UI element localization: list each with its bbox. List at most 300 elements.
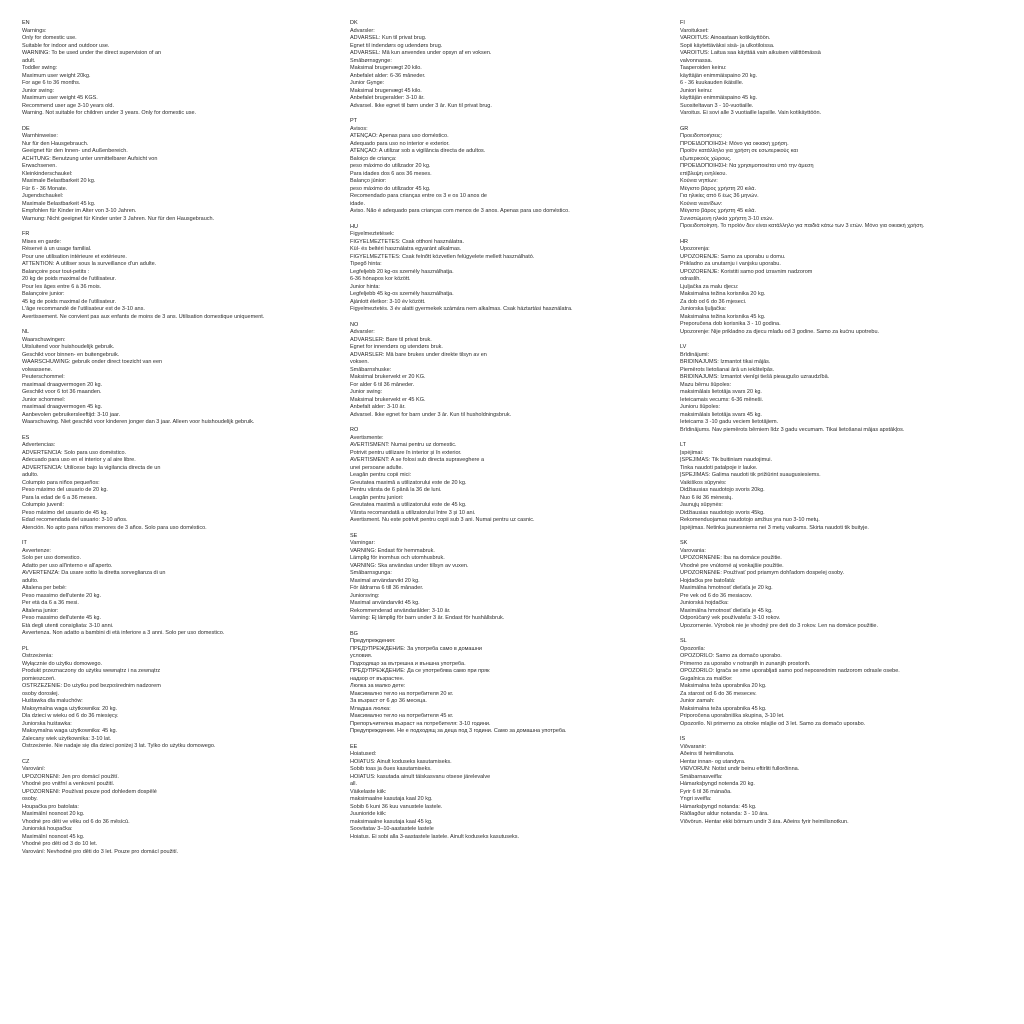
warning-line: Juniorska huśtawka:	[22, 720, 72, 727]
warning-line: ADVERTENCIA: Solo para uso doméstico.	[22, 449, 127, 456]
warning-line: Advertencias:	[22, 442, 56, 448]
language-section	[680, 638, 1010, 728]
warning-line: Ostrzeżenia:	[22, 653, 53, 659]
warning-line: Предупреждение. Не е подходящ за деца под 3 години. Само за домашна употреба.	[350, 728, 567, 734]
warning-line: Για ηλικίες από 6 έως 36 μηνών.	[680, 193, 759, 199]
warning-line: BRĪDINĀJUMS: Izmantot tikai mājās.	[680, 359, 771, 365]
warning-line: надзор от възрастен.	[350, 675, 405, 682]
column-right	[680, 20, 1010, 834]
warning-line: Altalena junior:	[22, 607, 59, 614]
warning-line: Figyelmeztetések:	[350, 231, 395, 237]
language-section	[680, 126, 1010, 231]
language-code: IT	[22, 540, 27, 546]
language-code: CZ	[22, 758, 30, 765]
warning-line: AVVERTENZA: Da usare sotto la diretta sorveglianza di un	[22, 570, 166, 576]
warning-line: AVERTISMENT: A se folosi sub directa supraveghere a	[350, 457, 485, 463]
warning-line: Anbefalt alder: 3-10 år.	[350, 404, 406, 410]
language-code: HR	[680, 238, 688, 245]
language-section	[22, 329, 322, 427]
warning-line: Advarsler:	[350, 329, 375, 335]
warning-line: Zalecany wiek użytkownika: 3-10 lat.	[22, 735, 112, 742]
warning-line: Jugendschaukel:	[22, 193, 64, 199]
warning-line: Rekommenderad användarålder: 3-10 år.	[350, 607, 451, 614]
warning-line: maksimaalne kasutaja kaal 45 kg.	[350, 818, 433, 825]
warning-line: Para la edad de 6 a 36 meses.	[22, 494, 97, 501]
language-section	[350, 20, 660, 110]
warning-line: Empfohlen für Kinder im Alter von 3-10 Jahren.	[22, 208, 137, 214]
warning-line: UPOZORENJE: Samo za uporabu u domu.	[680, 253, 786, 260]
warning-line: Leagăn pentru copii mici:	[350, 472, 412, 478]
warning-line: ПРЕДУПРЕЖДЕНИЕ: За употреба само в домашни	[350, 645, 482, 652]
warning-line: Lämplig för inomhus och utomhusbruk.	[350, 555, 445, 561]
warning-line: Upozorenja:	[680, 246, 710, 252]
warning-line: Avisos:	[350, 125, 368, 132]
warning-line: Yngri sveifla:	[680, 796, 712, 802]
warning-line: Juniorska ljuljačka:	[680, 306, 727, 312]
warning-line: 6-36 hónapos kor között.	[350, 276, 411, 282]
warning-line: Legfeljebb 45 kg-os személy használhatja.	[350, 291, 454, 297]
warning-line: Vhodné pro děti od 3 do 10 let.	[22, 841, 98, 847]
warning-line: Varování: Nevhodné pro děti do 3 let. Pouze pro domácí použití.	[22, 848, 179, 855]
warning-line: Mazu bērnu šūpoles:	[680, 381, 732, 388]
warning-line: Maksymalna waga użytkownika: 45 kg.	[22, 728, 118, 734]
warning-line: OPOZORILO: Samo za domačo uporabo.	[680, 653, 782, 659]
warning-line: Figyelmeztetés. 3 év alatti gyermekek számára nem alkalmas. Csak háztartási használatra.	[350, 306, 573, 312]
language-section	[350, 224, 660, 314]
warning-line: Avertissement. Ne convient pas aux enfants de moins de 3 ans. Utilisation domestique uniquement.	[22, 313, 265, 320]
warning-line: εξωτερικούς χώρους.	[680, 155, 732, 162]
warning-line: maksimālais lietotāja svars 20 kg.	[680, 389, 762, 395]
warning-line: FIGYELMEZTETÉS: Csak felnőtt közvetlen felügyelete mellett használható.	[350, 253, 535, 260]
warning-line: 45 kg de poids maximal de l'utilisateur.	[22, 298, 116, 305]
language-code: LV	[680, 344, 687, 350]
column-left	[22, 20, 322, 864]
warning-line: Maximale Belastbarkeit 45 kg.	[22, 200, 96, 207]
warning-line: Peso máximo del usuario de 20 kg.	[22, 487, 108, 493]
warning-line: VARNING: Ska användas under tillsyn av vuxen.	[350, 562, 469, 569]
warning-line: Maksimal brukervekt er 20 KG.	[350, 374, 426, 380]
language-code: LT	[680, 442, 687, 448]
warning-line: Balançoire pour tout-petits :	[22, 268, 90, 275]
warning-line: Προϊόν κατάλληλο για χρήση σε εσωτερικούς και	[680, 148, 798, 154]
warning-line: Columpio juvenil:	[22, 502, 64, 508]
warning-line: Waarschuwingen:	[22, 336, 66, 343]
warning-line: Sopii käytettäväksi sisä- ja ulkotiloissa.	[680, 42, 775, 49]
warning-line: voksen.	[350, 359, 369, 365]
warning-line: Maximal användarvikt 20 kg.	[350, 577, 420, 584]
warning-line: ADVARSEL: Må kun anvendes under opsyn af en voksen.	[350, 50, 492, 56]
warning-line: Opozorilo. Ni primerno za otroke mlajše od 3 let. Samo za domačo uporabo.	[680, 720, 866, 727]
warning-line: Maksymalna waga użytkownika: 20 kg.	[22, 705, 118, 712]
warning-line: условия.	[350, 653, 373, 659]
warning-line: Vhodné pro děti ve věku od 6 do 36 měsíců.	[22, 818, 130, 825]
warning-line: Småbarnshuske:	[350, 366, 392, 373]
warning-line: Età degli utenti consigliata: 3-10 anni.	[22, 622, 114, 629]
warning-line: Priporočena uporabniška skupina, 3-10 let.	[680, 713, 785, 719]
language-code: HU	[350, 223, 358, 230]
warning-line: Vaikiškos sūpynės:	[680, 479, 727, 486]
language-code: SK	[680, 540, 688, 546]
warning-line: Avertismente:	[350, 434, 384, 441]
warning-line: Ráðlagður aldur notanda: 3 - 10 ára.	[680, 811, 769, 817]
warning-line: ATENÇÃO: Apenas para uso doméstico.	[350, 133, 449, 139]
language-section	[22, 759, 322, 857]
warning-line: 6 - 36 kuukauden ikäisille.	[680, 80, 744, 86]
warning-line: Varoitukset:	[680, 27, 709, 34]
warning-line: Smábarnasveifla:	[680, 773, 723, 780]
warning-line: Peso máximo del usuario de 45 kg.	[22, 509, 108, 516]
warning-line: UPOZORNENIE: Iba na domáce použitie.	[680, 555, 782, 561]
warning-line: Toddler swing:	[22, 65, 58, 71]
warning-line: VIÐVÖRUN: Notist undir beinu eftirliti fullorðinna.	[680, 766, 800, 772]
language-code: NL	[22, 329, 30, 335]
warning-line: idade.	[350, 200, 365, 207]
warning-line: Ostrzeżenie. Nie nadaje się dla dzieci poniżej 3 lat. Tylko do użytku domowego.	[22, 743, 216, 749]
warning-line: Adecuado para uso en el interior y al aire libre.	[22, 457, 136, 463]
warning-line: adulto.	[22, 577, 39, 584]
warning-line: Gugalnica za malčke:	[680, 675, 733, 682]
warning-line: Nur für den Hausgebrauch.	[22, 140, 89, 147]
warning-line: Hoiatus. Ei sobi alla 3-aastastele lastele. Ainult koduseks kasutuseks.	[350, 833, 520, 840]
warning-line: Pentru vârsta de 6 până la 36 de luni.	[350, 487, 442, 493]
warning-line: Συνιστώμενη ηλικία χρήστη 3-10 ετών.	[680, 215, 774, 222]
warning-line: Maximálna hmotnosť dieťaťa je 45 kg.	[680, 607, 773, 614]
warning-line: Junior Gynge:	[350, 80, 385, 86]
warning-line: ADVARSEL: Kun til privat brug.	[350, 35, 427, 41]
warning-line: all.	[350, 781, 358, 787]
warning-line: Warnung: Nicht geeignet für Kinder unter 3 Jahren. Nur für den Hausgebrauch.	[22, 215, 215, 222]
warning-line: Vârsta recomandată a utilizatorului între 3 și 10 ani.	[350, 509, 476, 516]
warning-line: Įspėjimas. Netinka jaunesniems nei 3 metų vaikams. Skirta naudoti tik buityje.	[680, 524, 869, 531]
warning-line: Anbefalet alder: 6-36 måneder.	[350, 72, 426, 79]
warning-line: Varování:	[22, 766, 46, 772]
warning-line: ADVARSLER: Må bare brukes under direkte tilsyn av en	[350, 351, 487, 358]
language-code: IS	[680, 736, 686, 742]
warning-line: odraslih.	[680, 276, 701, 282]
warning-line: Junior swing:	[22, 87, 55, 94]
warning-line: Waarschuwing. Niet geschikt voor kinderen jonger dan 3 jaar. Alleen voor huishoudelijk gebruik.	[22, 419, 255, 425]
warning-line: VAROITUS: Ainoastaan kotikäyttöön.	[680, 35, 771, 41]
warning-line: OPOZORILO: Igrača se sme uporabljati samo pod neposrednim nadzorom odrasle osebe.	[680, 668, 900, 674]
warning-line: OSTRZEŻENIE: Do użytku pod bezpośrednim nadzorem	[22, 683, 161, 689]
warning-line: Avvertenze:	[22, 547, 51, 554]
warning-line: Advarsel. Ikke egnet for barn under 3 år. Kun til husholdningsbruk.	[350, 411, 512, 418]
warning-line: Edad recomendada del usuario: 3-10 años.	[22, 517, 128, 523]
warning-line: Columpio para niños pequeños:	[22, 479, 100, 486]
warning-line: UPOZORNENIE: Používať pod priamym dohľadom dospelej osoby.	[680, 570, 845, 576]
warning-line: Fyrir 6 til 36 mánaða.	[680, 788, 732, 795]
warning-line: Houpačka pro batolata:	[22, 803, 79, 810]
column-middle	[350, 20, 660, 849]
warning-line: Warnhinweise:	[22, 133, 58, 139]
warning-line: Προειδοποιήσεις:	[680, 133, 723, 139]
warning-line: Geschikt voor 6 tot 36 maanden.	[22, 389, 102, 395]
language-code: FI	[680, 20, 685, 26]
warning-line: Primerno za uporabo v notranjih in zunanjih prostorih.	[680, 660, 811, 667]
warning-line: Opozorila:	[680, 645, 706, 652]
warning-line: Prikladno za unutarnju i vanjsku uporabu.	[680, 261, 781, 267]
warning-line: Produkt przeznaczony do użytku wewnątrz i na zewnątrz	[22, 668, 161, 674]
warning-line: UPOZORENJE: Koristiti samo pod izravnim nadzorom	[680, 268, 813, 275]
warning-line: Varning: Ej lämplig för barn under 3 år. Endast för hushållsbruk.	[350, 615, 505, 621]
language-code: EN	[22, 20, 30, 26]
warning-line: Peuterschommel:	[22, 374, 65, 380]
language-code: BG	[350, 630, 358, 637]
warning-line: peso máximo do utilizador 45 kg.	[350, 185, 431, 192]
warning-line: käyttäjän enimmäispaino 20 kg.	[680, 72, 758, 79]
warning-line: ADVERTENCIA: Utilícese bajo la vigilancia directa de un	[22, 464, 161, 471]
warning-line: Hoiatused:	[350, 751, 377, 757]
warning-line: ĮSPĖJIMAS: Tik buitiniam naudojimui.	[680, 457, 773, 463]
warning-line: Κούνια νηπίων:	[680, 178, 718, 184]
warning-line: Juunioride kiik:	[350, 811, 387, 817]
warning-line: Potrivit pentru utilizare în interior și în exterior.	[350, 449, 462, 456]
warning-line: Juniorsving:	[350, 592, 380, 599]
warning-line: Максимално тегло на потребителя 45 кг.	[350, 713, 454, 719]
warning-line: Peso massimo dell'utente 20 kg.	[22, 592, 102, 599]
language-section	[350, 533, 660, 623]
warning-line: ACHTUNG: Benutzung unter unmittelbarer Aufsicht von	[22, 155, 158, 162]
warning-line: ADVARSLER: Bare til privat bruk.	[350, 336, 432, 343]
warning-line: Geeignet für den Innen- und Außenbereich.	[22, 148, 128, 154]
warning-line: osoby dorosłej.	[22, 690, 59, 697]
warning-line: Rekomenduojamas naudotojo amžius yra nuo 3-10 metų.	[680, 517, 820, 523]
language-section	[350, 427, 660, 525]
language-section	[680, 239, 1010, 337]
language-section	[350, 322, 660, 420]
language-section	[350, 631, 660, 736]
warning-line: Maximal användarvikt 45 kg.	[350, 600, 420, 606]
language-section	[22, 435, 322, 533]
warning-line: Warning. Not suitable for children under 3 years. Only for domestic use.	[22, 110, 197, 116]
warning-line: Maximální nosnost 45 kg.	[22, 833, 85, 840]
warning-line: For alder 6 til 36 måneder.	[350, 381, 415, 388]
warning-line: Juniorská hojdačka:	[680, 600, 729, 606]
language-section	[680, 736, 1010, 826]
warning-line: adulto.	[22, 472, 39, 478]
warning-line: Adatto per uso all'interno e all'aperto.	[22, 562, 113, 569]
warning-line: peso máximo do utilizador 20 kg.	[350, 163, 431, 169]
warning-line: osoby.	[22, 796, 38, 802]
warning-line: Μέγιστο βάρος χρήστη 45 κιλά.	[680, 208, 757, 214]
language-code: PL	[22, 645, 29, 652]
language-section	[680, 344, 1010, 434]
warning-line: Avvertenza. Non adatto a bambini di età inferiore a 3 anni. Solo per uso domestico.	[22, 630, 225, 636]
warning-line: Brīdinājums. Nav piemērots bērniem līdz 3 gadu vecumam. Tikai lietošanai mājas apstākļos.	[680, 426, 905, 433]
language-code: NO	[350, 321, 359, 328]
warning-line: Tipegő hinta:	[350, 261, 382, 267]
warning-line: Hentar innan- og utandyra.	[680, 758, 746, 765]
language-section	[22, 20, 322, 118]
warning-line: За възраст от 6 до 36 месеца.	[350, 698, 427, 704]
warning-line: Per età da 6 a 36 mesi.	[22, 600, 79, 606]
warning-line: Odporúčaný vek používateľa: 3-10 rokov.	[680, 615, 781, 621]
language-section	[680, 442, 1010, 532]
warning-line: Kleinkinderschaukel:	[22, 170, 73, 177]
warning-line: Προειδοποίηση. Το προϊόν δεν είναι κατάλληλο για παιδιά κάτω των 3 ετών. Μόνο για οικιακή χρήση.	[680, 223, 925, 229]
warning-line: Nuo 6 iki 36 mėnesių.	[680, 494, 733, 501]
warning-line: VAROITUS: Laitua saa käyttää vain aikuisen välittömässä	[680, 50, 821, 56]
warning-line: BRĪDINĀJUMS: Izmantot vienīgi tiešā pieaugušo uzraudzībā.	[680, 374, 830, 380]
warning-line: Maximum user weight 20kg.	[22, 72, 91, 79]
warning-line: Максимално тегло на потребителя 20 кг.	[350, 690, 454, 697]
warning-line: Atención. No apto para niños menores de 3 años. Solo para uso doméstico.	[22, 524, 207, 531]
warning-line: Balanço júnior:	[350, 178, 387, 184]
warning-line: επίβλεψη ενηλίκου.	[680, 170, 727, 177]
warning-line: adult.	[22, 57, 36, 64]
warning-line: Ieteicams 3 -10 gadu veciem lietotājiem.	[680, 419, 779, 425]
warning-line: Geschikt voor binnen- en buitengebruik.	[22, 351, 120, 358]
warning-line: Maximale Belastbarkeit 20 kg.	[22, 178, 96, 184]
warning-line: WAARSCHUWING: gebruik onder direct toezicht van een	[22, 359, 163, 365]
warning-line: Suitable for indoor and outdoor use.	[22, 42, 110, 49]
warning-line: Junior zamah:	[680, 698, 715, 704]
language-section	[350, 118, 660, 216]
language-section	[680, 540, 1010, 630]
warning-line: Ieteicamais vecums: 6-36 mēneši.	[680, 396, 764, 403]
warning-line: Soovitatav 3–10-aastastele lastele	[350, 826, 434, 832]
warning-line: FIGYELMEZTETÉS: Csak otthoni használatra.	[350, 238, 465, 245]
warning-line: Maximum user weight 45 KGS.	[22, 95, 98, 101]
warning-line: Anbefalet brugeralder: 3-10 år.	[350, 95, 425, 101]
language-code: PT	[350, 118, 358, 124]
warning-line: Aanbevolen gebruikersleeftijd: 3-10 jaar.	[22, 411, 121, 418]
warning-line: For age 6 to 36 months.	[22, 80, 81, 86]
warning-line: Μέγιστο βάρος χρήστη 20 κιλά.	[680, 185, 757, 192]
language-section	[22, 540, 322, 638]
language-code: FR	[22, 231, 30, 237]
warning-line: UPOZORNĚNÍ: Používat pouze pod dohledem dospělé	[22, 788, 157, 795]
warning-line: UPOZORNĚNÍ: Jen pro domácí použití.	[22, 773, 119, 780]
warning-line: VARNING: Endast för hemmabruk.	[350, 547, 435, 554]
warning-line: Viðvaranir:	[680, 743, 707, 750]
warning-line: HOIATUS: kasutada ainult täiskasvanu otsese järelevalve	[350, 773, 491, 780]
warning-line: Peso massimo dell'utente 45 kg.	[22, 615, 102, 621]
warning-line: Didžiausias naudotojo svoris 20kg.	[680, 487, 765, 493]
warning-line: Réservé à un usage familial.	[22, 246, 92, 252]
warning-line: Įspėjimai:	[680, 449, 704, 456]
warning-line: Uitsluitend voor huishoudelijk gebruik.	[22, 344, 115, 350]
warning-line: Junior hinta:	[350, 283, 380, 290]
warning-line: Ljuljačka za malu djecu:	[680, 283, 739, 290]
warning-line: Huśtawka dla maluchów:	[22, 698, 83, 704]
language-section	[350, 744, 660, 842]
warning-line: Младша люлка:	[350, 705, 391, 712]
warning-line: Maksimal brugervægt 20 kilo.	[350, 65, 422, 71]
warning-line: Sobib 6 kuni 36 kuu vanustele lastele.	[350, 803, 443, 810]
warning-line: Za dob od 6 do 36 mjeseci.	[680, 298, 747, 305]
warning-line: Warnings:	[22, 27, 47, 34]
warning-line: Altalena per bebè:	[22, 585, 67, 591]
language-section	[680, 20, 1010, 118]
warning-line: Egnet til indendørs og udendørs brug.	[350, 42, 443, 49]
warning-line: maksimaalne kasutaja kaal 20 kg.	[350, 796, 433, 802]
warning-line: ПРЕДУПРЕЖДЕНИЕ: Да се употребява само при пряк	[350, 668, 490, 674]
warning-line: Maximální nosnost 20 kg.	[22, 811, 85, 817]
warning-line: Juniori keinu:	[680, 87, 713, 94]
warning-line: Pre vek od 6 do 36 mesiacov.	[680, 592, 753, 599]
warning-line: Viðvörun. Hentar ekki börnum undir 3 ára. Aðeins fyrir heimilisnotkun.	[680, 818, 849, 825]
warning-line: Maksimal brugervægt 45 kilo.	[350, 87, 422, 94]
language-code: GR	[680, 125, 689, 132]
warning-line: Legfeljebb 20 kg-os személy használhatja.	[350, 268, 454, 275]
warning-line: Greutatea maximă a utilizatorului este de 45 kg.	[350, 502, 467, 508]
warning-line: Solo per uso domestico.	[22, 555, 82, 561]
warning-line: Upozorenje: Nije prikladno za djecu mlađu od 3 godine. Samo za kućnu upotrebu.	[680, 328, 880, 335]
warning-line: Wyłącznie do użytku domowego.	[22, 660, 103, 667]
warning-line: Люлка за малко дете:	[350, 683, 406, 689]
warning-line: Juniorská houpačka:	[22, 826, 73, 832]
language-code: EE	[350, 743, 358, 750]
warning-line: Maksimal brukervekt er 45 KG.	[350, 396, 426, 403]
warning-line: ATENÇÃO: A utilizar sob a vigilância directa de adultos.	[350, 148, 486, 154]
warning-line: maksimālais lietotāja svars 45 kg.	[680, 411, 762, 418]
warning-line: Ajánlott életkor: 3-10 év között.	[350, 298, 426, 305]
warning-line: Adequado para uso no interior e exterior.	[350, 140, 450, 147]
warning-line: volwassene.	[22, 366, 53, 373]
warning-line: Junior schommel:	[22, 396, 66, 403]
warning-line: HOIATUS: Ainult koduseks kasutamiseks.	[350, 758, 452, 765]
language-code: SE	[350, 532, 358, 539]
warning-line: Hámarksþyngd notanda: 45 kg.	[680, 803, 757, 810]
warning-line: Jaunųjų sūpynės:	[680, 502, 723, 508]
warning-line: Maksimalna težina korisnika 20 kg.	[680, 291, 766, 297]
warning-line: Varningar:	[350, 540, 375, 546]
language-section	[22, 646, 322, 751]
warning-line: Aviso. Não é adequado para crianças com menos de 3 anos. Apenas para uso doméstico.	[350, 208, 570, 214]
language-code: ES	[22, 434, 30, 441]
warning-line: unei persoane adulte.	[350, 464, 403, 471]
warning-line: Κούνια νεανίδων:	[680, 200, 723, 207]
warning-line: Sobib toas ja õues kasutamiseks.	[350, 766, 432, 772]
warning-line: Mises en garde:	[22, 238, 62, 245]
warning-line: Vhodné pre vnútorné aj vonkajšie použitie.	[680, 562, 784, 569]
warning-line: Didžiausias naudotojo svoris 45kg.	[680, 509, 765, 516]
warning-line: Junioru šūpoles:	[680, 404, 721, 410]
warning-line: valvonnassa.	[680, 57, 713, 64]
warning-line: Für 6 - 36 Monate.	[22, 185, 68, 192]
warning-line: Pour une utilisation intérieure et extérieure.	[22, 253, 127, 260]
warning-line: Taaperoiden keinu:	[680, 65, 727, 71]
warning-line: käyttäjän enimmäispaino 45 kg.	[680, 95, 758, 101]
warning-line: Baloiço de criança:	[350, 155, 397, 162]
warning-line: För åldrarna 6 till 36 månader.	[350, 585, 424, 591]
warning-line: Maksimalna teža uporabnika 45 kg.	[680, 705, 767, 712]
warning-line: Vhodné pro vnitřní a venkovní použití.	[22, 781, 115, 787]
warning-line: Advarsel. Ikke egnet til børn under 3 år. Kun til privat brug.	[350, 102, 492, 109]
warning-line: Brīdinājumi:	[680, 351, 710, 358]
warning-line: ΠΡΟΕΙΔΟΠΟΙΗΣΗ: Μόνο για οικιακή χρήση.	[680, 140, 789, 147]
warning-line: Balançoire junior:	[22, 291, 65, 297]
warning-line: Pour les âges entre 6 à 36 mois.	[22, 283, 102, 290]
warning-line: Para idades dos 6 aos 36 meses.	[350, 170, 432, 177]
warning-line: Egnet for innendørs og utendørs bruk.	[350, 344, 443, 350]
warning-line: Hojdačka pre batoľatá:	[680, 577, 736, 584]
language-section	[22, 231, 322, 321]
warning-line: maximaal draagvermogen 20 kg.	[22, 381, 103, 388]
warning-line: Recommend user age 3-10 years old.	[22, 102, 115, 109]
language-code: DK	[350, 20, 358, 26]
warning-line: Varovania:	[680, 547, 706, 554]
warning-line: Hámarksþyngd notenda 20 kg.	[680, 781, 755, 787]
warning-line: Avertisment. Nu este potrivit pentru copii sub 3 ani. Numai pentru uz casnic.	[350, 517, 535, 523]
warning-line: Suositeltavan 3 - 10-vuotiaille.	[680, 102, 754, 109]
warning-line: Za starost od 6 do 36 mesecev.	[680, 690, 757, 697]
warning-line: Erwachsenen.	[22, 163, 57, 169]
warning-line: Kül- és beltéri használatra egyaránt alkalmas.	[350, 246, 462, 252]
warning-line: Småbarnsgunga:	[350, 570, 392, 576]
warning-line: Tinka naudoti patalpoje ir lauke.	[680, 464, 758, 471]
